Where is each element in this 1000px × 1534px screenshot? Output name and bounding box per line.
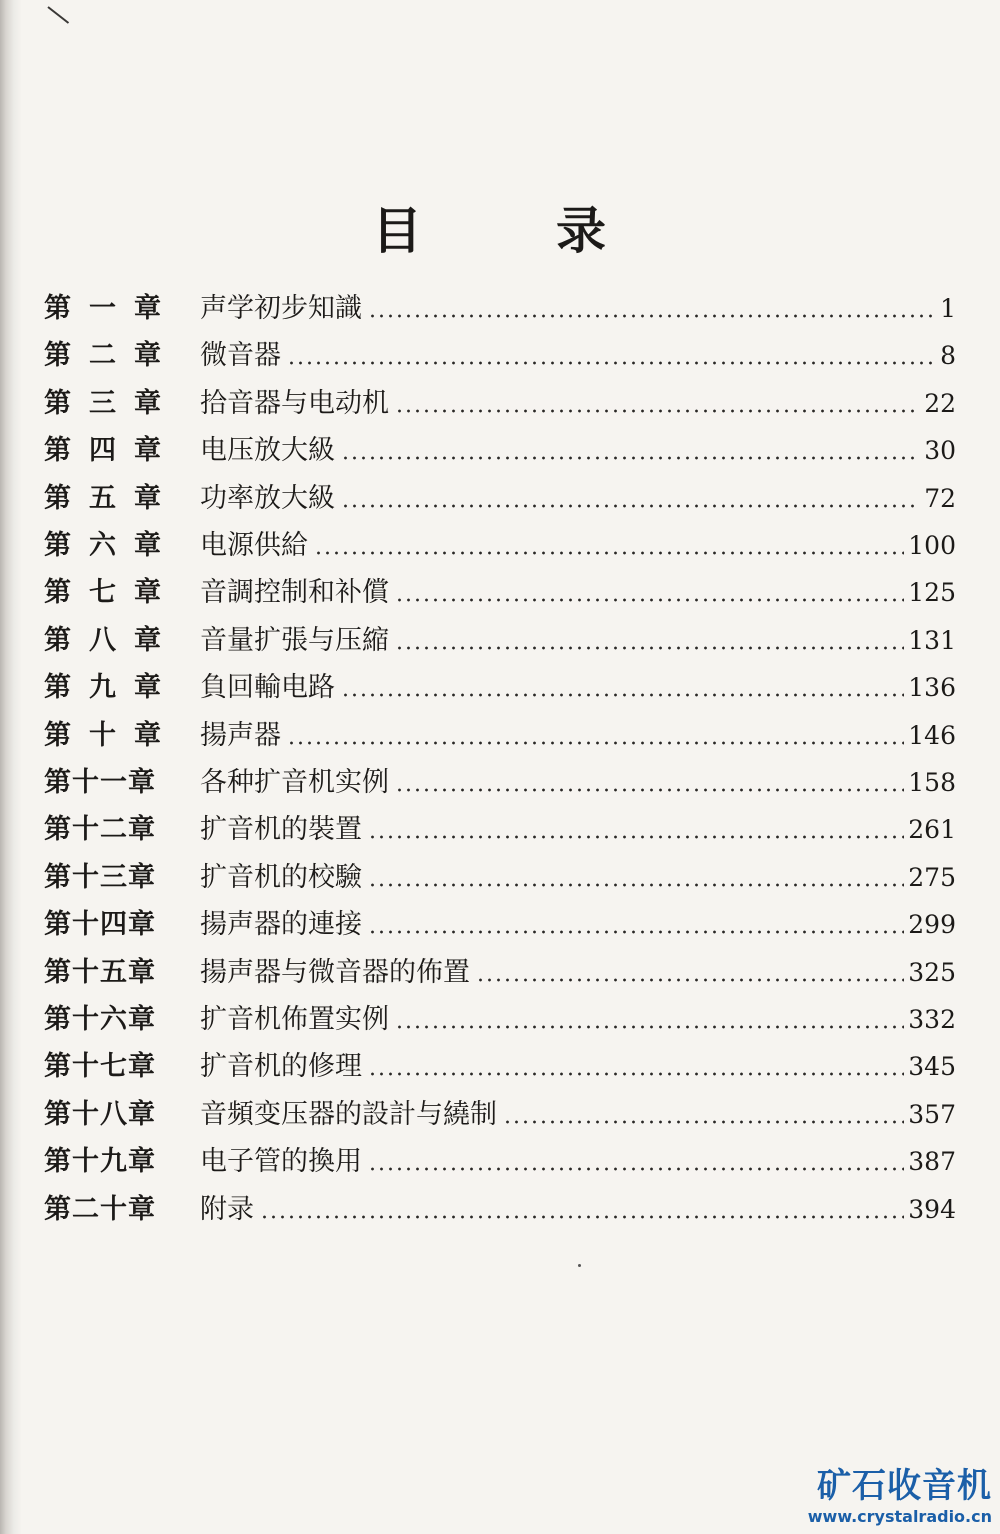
toc-dot-leader bbox=[503, 1120, 904, 1124]
toc-chapter-number: 第一章 bbox=[44, 293, 179, 324]
toc-page-number: 357 bbox=[908, 1099, 956, 1129]
toc-page-number: 345 bbox=[908, 1052, 956, 1082]
toc-dot-leader bbox=[395, 598, 904, 602]
toc-chapter-number: 第十六章 bbox=[44, 1004, 156, 1035]
toc-chapter-number: 第十章 bbox=[44, 719, 179, 751]
toc-entry bbox=[44, 1046, 956, 1088]
toc-chapter-title: 扩音机的裝置 bbox=[200, 814, 362, 846]
toc-chapter-number: 第七章 bbox=[44, 577, 179, 609]
toc-entry bbox=[44, 620, 956, 662]
toc-chapter-number: 第十九章 bbox=[44, 1146, 156, 1178]
toc-entry bbox=[44, 288, 956, 330]
toc-entry bbox=[44, 999, 956, 1041]
toc-page-number: 22 bbox=[924, 388, 956, 418]
toc-page-number: 158 bbox=[908, 768, 956, 797]
toc-chapter-number: 第十七章 bbox=[44, 1051, 156, 1083]
toc-page-number: 332 bbox=[908, 1005, 956, 1034]
toc-dot-leader bbox=[287, 361, 936, 365]
toc-chapter-title: 音調控制和补償 bbox=[200, 577, 389, 609]
toc-entry bbox=[44, 762, 956, 804]
toc-entry bbox=[44, 572, 956, 614]
toc-dot-leader bbox=[260, 1215, 904, 1219]
toc-chapter-number: 第十八章 bbox=[44, 1098, 156, 1130]
toc-chapter-number: 第六章 bbox=[44, 530, 179, 561]
toc-entry bbox=[44, 857, 956, 899]
toc-entry bbox=[44, 1141, 956, 1183]
toc-chapter-number: 第十一章 bbox=[44, 767, 156, 798]
toc-dot-leader bbox=[368, 930, 904, 934]
toc-dot-leader bbox=[341, 504, 920, 508]
toc-chapter-title: 电源供給 bbox=[200, 530, 308, 561]
toc-dot-leader bbox=[341, 693, 904, 697]
toc-entry bbox=[44, 952, 956, 994]
toc-chapter-number: 第四章 bbox=[44, 435, 179, 467]
toc-page-number: 387 bbox=[908, 1147, 956, 1177]
toc-entry bbox=[44, 1094, 956, 1136]
toc-chapter-title: 电子管的換用 bbox=[200, 1146, 362, 1178]
toc-chapter-title: 揚声器与微音器的佈置 bbox=[200, 956, 470, 988]
toc-chapter-number: 第二章 bbox=[44, 340, 179, 372]
toc-entry bbox=[44, 1189, 956, 1231]
toc-dot-leader bbox=[314, 551, 904, 555]
toc-dot-leader bbox=[368, 835, 904, 839]
watermark-url: www.crystalradio.cn bbox=[807, 1507, 992, 1526]
toc-chapter-title: 声学初步知識 bbox=[200, 293, 362, 324]
toc-chapter-title: 扩音机的修理 bbox=[200, 1051, 362, 1083]
toc-dot-leader bbox=[341, 456, 920, 460]
toc-page-number: 146 bbox=[908, 720, 956, 750]
toc-entry bbox=[44, 383, 956, 425]
scan-speck bbox=[578, 1264, 581, 1267]
toc-chapter-title: 音頻变压器的設計与繞制 bbox=[200, 1098, 497, 1130]
toc-dot-leader bbox=[368, 314, 936, 318]
toc-chapter-number: 第十四章 bbox=[44, 909, 156, 941]
toc-dot-leader bbox=[395, 409, 920, 413]
page-title bbox=[0, 196, 1000, 266]
toc-page-number: 131 bbox=[908, 625, 956, 655]
watermark-brand: 矿石收音机 bbox=[817, 1466, 992, 1506]
toc-chapter-number: 第二十章 bbox=[44, 1193, 156, 1225]
toc-page-number: 136 bbox=[908, 673, 956, 703]
toc-page-number: 100 bbox=[908, 531, 956, 560]
toc-entry bbox=[44, 809, 956, 851]
toc-entry bbox=[44, 430, 956, 472]
toc-chapter-number: 第九章 bbox=[44, 672, 179, 704]
toc-dot-leader bbox=[368, 883, 904, 887]
toc-dot-leader bbox=[368, 1167, 904, 1171]
toc-page-number: 30 bbox=[924, 436, 956, 466]
toc-entry bbox=[44, 667, 956, 709]
toc-chapter-number: 第三章 bbox=[44, 387, 179, 419]
page-title-char-1: 目 bbox=[372, 201, 422, 260]
toc-entry bbox=[44, 525, 956, 567]
toc-page-number: 8 bbox=[940, 341, 956, 371]
watermark bbox=[808, 1466, 992, 1528]
toc-chapter-number: 第八章 bbox=[44, 624, 179, 656]
page-title-char-2: 录 bbox=[556, 201, 606, 260]
toc-page-number: 72 bbox=[924, 483, 956, 513]
toc-chapter-title: 揚声器的連接 bbox=[200, 909, 362, 941]
toc-chapter-title: 扩音机的校驗 bbox=[200, 861, 362, 893]
toc-dot-leader bbox=[368, 1072, 904, 1076]
toc-chapter-number: 第五章 bbox=[44, 482, 179, 514]
toc-chapter-title: 負回輸电路 bbox=[200, 672, 335, 704]
toc-chapter-title: 电压放大級 bbox=[200, 435, 335, 467]
toc-dot-leader bbox=[395, 646, 904, 650]
toc-page-number: 394 bbox=[908, 1194, 956, 1224]
toc-chapter-title: 音量扩張与压縮 bbox=[200, 624, 389, 656]
toc-chapter-title: 揚声器 bbox=[200, 719, 281, 751]
toc-page-number: 261 bbox=[908, 815, 956, 845]
toc-entry bbox=[44, 904, 956, 946]
toc-chapter-number: 第十五章 bbox=[44, 956, 156, 988]
toc-chapter-title: 微音器 bbox=[200, 340, 281, 372]
toc-dot-leader bbox=[287, 741, 904, 745]
toc-chapter-title: 功率放大級 bbox=[200, 482, 335, 514]
toc-dot-leader bbox=[395, 788, 904, 792]
toc-chapter-number: 第十三章 bbox=[44, 861, 156, 893]
toc-dot-leader bbox=[476, 978, 904, 982]
toc-page-number: 275 bbox=[908, 862, 956, 892]
toc-entry bbox=[44, 478, 956, 520]
toc-chapter-number: 第十二章 bbox=[44, 814, 156, 846]
toc-page-number: 1 bbox=[940, 294, 956, 323]
toc-dot-leader bbox=[395, 1025, 904, 1029]
toc-entry bbox=[44, 335, 956, 377]
toc-entry bbox=[44, 715, 956, 757]
toc-chapter-title: 扩音机佈置实例 bbox=[200, 1004, 389, 1035]
toc-chapter-title: 各种扩音机实例 bbox=[200, 767, 389, 798]
toc-page-number: 125 bbox=[908, 578, 956, 608]
toc-chapter-title: 附录 bbox=[200, 1193, 254, 1225]
scan-corner-mark bbox=[47, 6, 69, 24]
toc-page-number: 325 bbox=[908, 957, 956, 987]
toc-chapter-title: 拾音器与电动机 bbox=[200, 387, 389, 419]
toc-page-number: 299 bbox=[908, 910, 956, 940]
